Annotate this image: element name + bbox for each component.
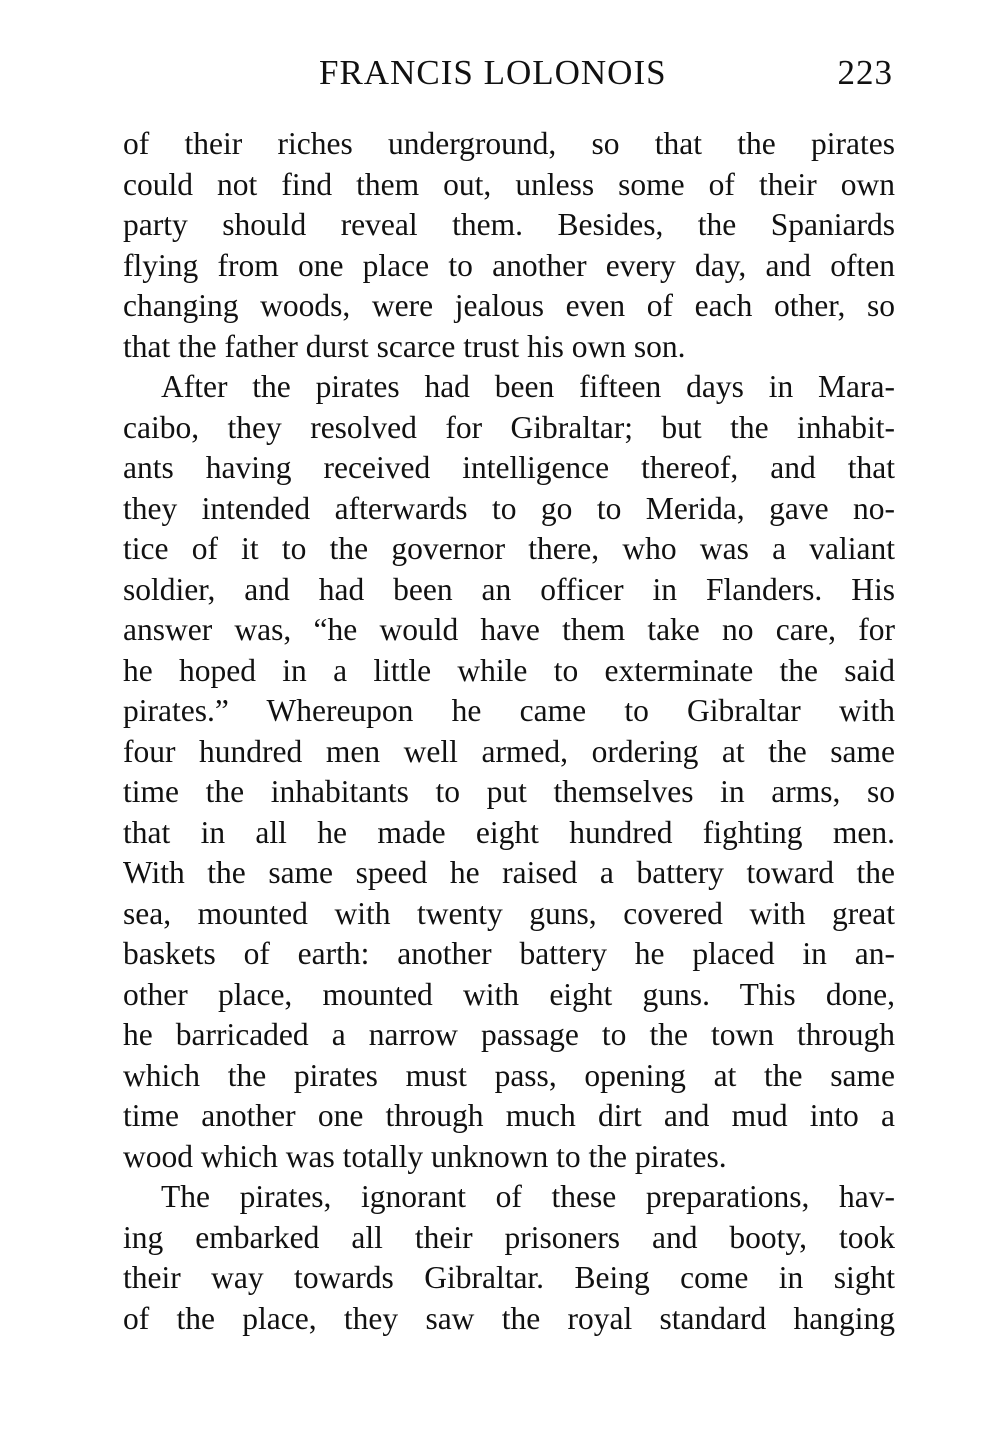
text-line: caibo, they resolved for Gibraltar; but the inhabit- bbox=[123, 409, 895, 445]
text-line: he hoped in a little while to exterminate the said bbox=[123, 652, 895, 688]
paragraph-1 bbox=[123, 124, 895, 367]
page-number: 223 bbox=[837, 53, 893, 92]
text-line: could not find them out, unless some of their own bbox=[123, 166, 895, 202]
text-line: answer was, “he would have them take no care, for bbox=[123, 612, 895, 647]
text-line: of their riches underground, so that the pirates bbox=[123, 126, 895, 161]
text-line: flying from one place to another every day, and often bbox=[123, 247, 895, 283]
text-line: With the same speed he raised a battery toward the bbox=[123, 855, 895, 890]
text-line: which the pirates must pass, opening at the same bbox=[123, 1057, 895, 1093]
text-line: he barricaded a narrow passage to the town through bbox=[123, 1017, 895, 1052]
text-line: soldier, and had been an officer in Flanders. His bbox=[123, 571, 895, 607]
text-line: time the inhabitants to put themselves in arms, so bbox=[123, 774, 895, 809]
text-line: pirates.” Whereupon he came to Gibraltar with bbox=[123, 693, 895, 728]
text-line: sea, mounted with twenty guns, covered with great bbox=[123, 895, 895, 931]
text-line: they intended afterwards to go to Merida, gave no- bbox=[123, 490, 895, 526]
body-text bbox=[123, 124, 895, 1339]
paragraph-3 bbox=[123, 1177, 895, 1339]
text-line: changing woods, were jealous even of each other, so bbox=[123, 288, 895, 323]
text-line: their way towards Gibraltar. Being come in sight bbox=[123, 1260, 895, 1295]
text-line: four hundred men well armed, ordering at the same bbox=[123, 733, 895, 769]
book-page bbox=[123, 44, 895, 1339]
text-line: that in all he made eight hundred fighting men. bbox=[123, 814, 895, 850]
text-line: ing embarked all their prisoners and booty, took bbox=[123, 1219, 895, 1255]
text-line: baskets of earth: another battery he placed in an- bbox=[123, 936, 895, 971]
text-line: other place, mounted with eight guns. This done, bbox=[123, 976, 895, 1012]
text-line: of the place, they saw the royal standard hanging bbox=[123, 1300, 895, 1336]
text-line: time another one through much dirt and mud into a bbox=[123, 1098, 895, 1133]
paragraph-2 bbox=[123, 367, 895, 1177]
text-line: The pirates, ignorant of these preparations, hav- bbox=[161, 1179, 895, 1214]
text-line: party should reveal them. Besides, the Spaniards bbox=[123, 207, 895, 242]
running-head bbox=[123, 44, 895, 102]
running-title: FRANCIS LOLONOIS bbox=[319, 53, 667, 92]
text-line: that the father durst scarce trust his own son. bbox=[123, 328, 686, 364]
text-line: After the pirates had been fifteen days in Mara- bbox=[161, 369, 895, 404]
text-line: wood which was totally unknown to the pirates. bbox=[123, 1138, 727, 1174]
text-line: tice of it to the governor there, who was a valiant bbox=[123, 531, 895, 566]
text-line: ants having received intelligence thereof, and that bbox=[123, 450, 895, 485]
